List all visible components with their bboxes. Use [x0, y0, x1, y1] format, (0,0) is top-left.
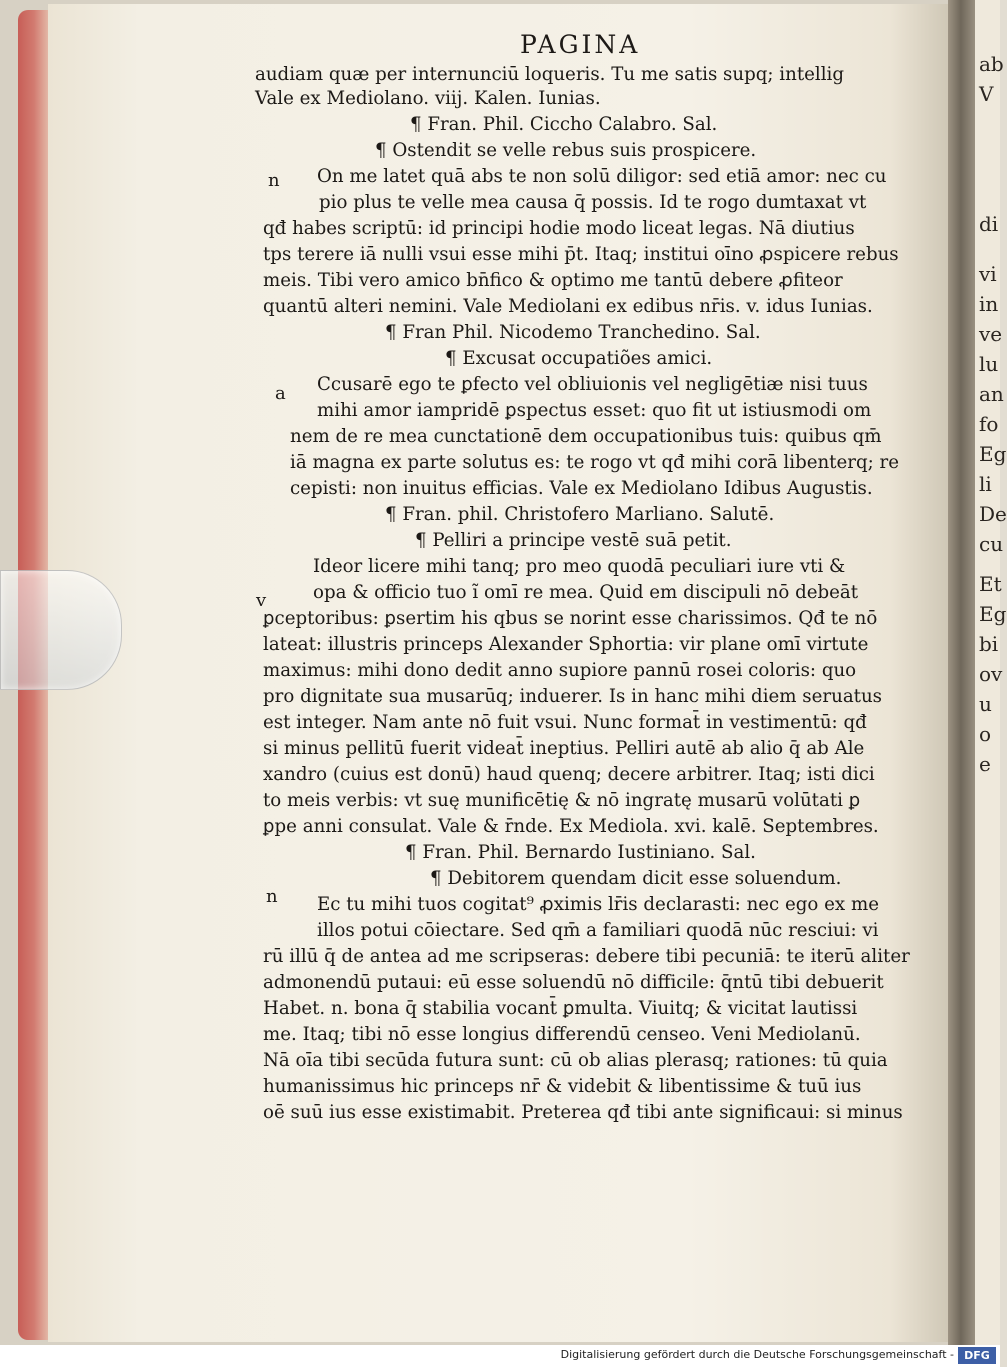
text-line: ¶ Fran. Phil. Ciccho Calabro. Sal. [410, 114, 718, 135]
facing-page-fragment: o [979, 722, 992, 746]
footer-credit: Digitalisierung gefördert durch die Deutsche Forschungsgemeinschaft - [560, 1348, 954, 1361]
facing-page-fragment: cu [979, 532, 1004, 556]
text-line: me. Itaq; tibi nō esse longius differendū censeo. Veni Mediolanū. [263, 1024, 861, 1045]
text-line: iā magna ex parte solutus es: te rogo vt qđ mihi corā libenterq; re [290, 452, 899, 473]
text-line: xandro (cuius est donū) haud quenq; decere arbitrer. Itaq; isti dici [263, 764, 875, 785]
text-line: meis. Tibi vero amico bn̄fico & optimo me tantū debere ꝓfiteor [263, 270, 843, 291]
text-line: opa & officio tuo ĩ omī re mea. Quid em discipuli nō debeāt [313, 582, 859, 603]
facing-page-fragment: fo [979, 412, 999, 436]
text-line: On me latet quā abs te non solū diligor: sed etiā amor: nec cu [317, 166, 887, 187]
text-line: ¶ Pelliri a principe vestē suā petit. [415, 530, 732, 551]
text-line: illos potui cōiectare. Sed qm̄ a familiari quodā nūc resciui: vi [317, 920, 879, 941]
text-line: audiam quæ per internunciū loqueris. Tu me satis supq; intellig [255, 64, 844, 85]
facing-page-fragment: Et [979, 572, 1002, 596]
facing-page-fragment: bi [979, 632, 999, 656]
footer-bar [0, 1345, 1000, 1367]
text-line: ꝑceptoribus: ꝑsertim his qbus se norint esse charissimos. Qđ te nō [263, 608, 878, 629]
facing-page-fragment: lu [979, 352, 999, 376]
guide-letter-a: a [275, 383, 286, 404]
text-line: pio plus te velle mea causa q̄ possis. Id te rogo dumtaxat vt [319, 192, 867, 213]
guide-letter-v: v [256, 590, 267, 611]
facing-page-fragment: ab [979, 52, 1004, 76]
dfg-logo: DFG [958, 1347, 996, 1364]
facing-page-fragment: di [979, 212, 999, 236]
text-line: admonendū putaui: eū esse soluendū nō difficile: q̄ntū tibi debuerit [263, 972, 884, 993]
text-line: maximus: mihi dono dedit anno supiore pannū rosei coloris: quo [263, 660, 857, 681]
facing-page-fragment: V [979, 82, 994, 106]
text-line: ¶ Fran. phil. Christofero Marliano. Salutē. [385, 504, 775, 525]
text-line: humanissimus hic princeps nr̄ & videbit & libentissime & tuū ius [263, 1076, 862, 1097]
facing-page-edge [975, 0, 1007, 1345]
text-line: ¶ Excusat occupatiões amici. [445, 348, 713, 369]
facing-page-fragment: Eg [979, 442, 1007, 466]
text-line: ꝑpe anni consulat. Vale & r̄nde. Ex Mediola. xvi. kalē. Septembres. [263, 816, 879, 837]
facing-page-fragment: u [979, 692, 992, 716]
transparent-bookmark-clip [0, 570, 122, 690]
guide-letter-n: n [268, 170, 280, 191]
facing-page-fragment: ov [979, 662, 1003, 686]
facing-page-fragment: in [979, 292, 999, 316]
facing-page-fragment: ve [979, 322, 1003, 346]
text-line: mihi amor iampridē ꝑspectus esset: quo fit ut istiusmodi om [317, 400, 872, 421]
text-line: tps terere iā nulli vsui esse mihi p̄t. Itaq; institui oīno ꝓspicere rebus [263, 244, 899, 265]
text-line: oē suū ius esse existimabit. Preterea qđ tibi ante significaui: si minus [263, 1102, 903, 1123]
text-line: pro dignitate sua musarūq; induerer. Is in hanc mihi diem seruatus [263, 686, 883, 707]
text-line: ¶ Fran Phil. Nicodemo Tranchedino. Sal. [385, 322, 761, 343]
text-line: nem de re mea cunctationē dem occupationibus tuis: quibus qm̄ [290, 426, 882, 447]
text-line: ¶ Fran. Phil. Bernardo Iustiniano. Sal. [405, 842, 756, 863]
text-line: ¶ Debitorem quendam dicit esse soluendum. [430, 868, 842, 889]
text-line: Vale ex Mediolano. viij. Kalen. Iunias. [255, 88, 601, 109]
text-line: quantū alteri nemini. Vale Mediolani ex edibus nr̄is. v. idus Iunias. [263, 296, 873, 317]
facing-page-fragment: vi [979, 262, 997, 286]
text-line: Ideor licere mihi tanq; pro meo quodā peculiari iure vti & [313, 556, 846, 577]
text-line: est integer. Nam ante nō fuit vsui. Nunc format̄ in vestimentū: qđ [263, 712, 867, 733]
text-line: to meis verbis: vt suę munificētię & nō ingratę musarū volūtati ꝑ [263, 790, 861, 811]
facing-page-fragment: e [979, 752, 991, 776]
facing-page-fragment: Eg [979, 602, 1007, 626]
facing-page-fragment: an [979, 382, 1004, 406]
text-line: cepisti: non inuitus efficias. Vale ex Mediolano Idibus Augustis. [290, 478, 873, 499]
running-head: PAGINA [520, 30, 641, 59]
text-line: Ec tu mihi tuos cogitat⁹ ꝓximis lr̄is declarasti: nec ego ex me [317, 894, 879, 915]
text-line: qđ habes scriptū: id principi hodie modo liceat legas. Nā diutius [263, 218, 855, 239]
text-line: si minus pellitū fuerit videat̄ ineptius. Pelliri autē ab alio q̄ ab Ale [263, 738, 865, 759]
text-line: Nā oīa tibi secūda futura sunt: cū ob alias plerasq; rationes: tū quia [263, 1050, 888, 1071]
text-line: rū illū q̄ de antea ad me scripseras: debere tibi pecuniā: te iterū aliter [263, 946, 910, 967]
guide-letter-n-2: n [266, 886, 278, 907]
facing-page-fragment: li [979, 472, 992, 496]
text-line: lateat: illustris princeps Alexander Sphortia: vir plane omī virtute [263, 634, 869, 655]
facing-page-fragment: De [979, 502, 1007, 526]
text-line: ¶ Ostendit se velle rebus suis prospicere. [375, 140, 757, 161]
text-line: Ccusarē ego te ꝑfecto vel obliuionis vel negligētiæ nisi tuus [317, 374, 868, 395]
text-line: Habet. n. bona q̄ stabilia vocant̄ ꝑmulta. Viuitq; & vicitat lautissi [263, 998, 858, 1019]
